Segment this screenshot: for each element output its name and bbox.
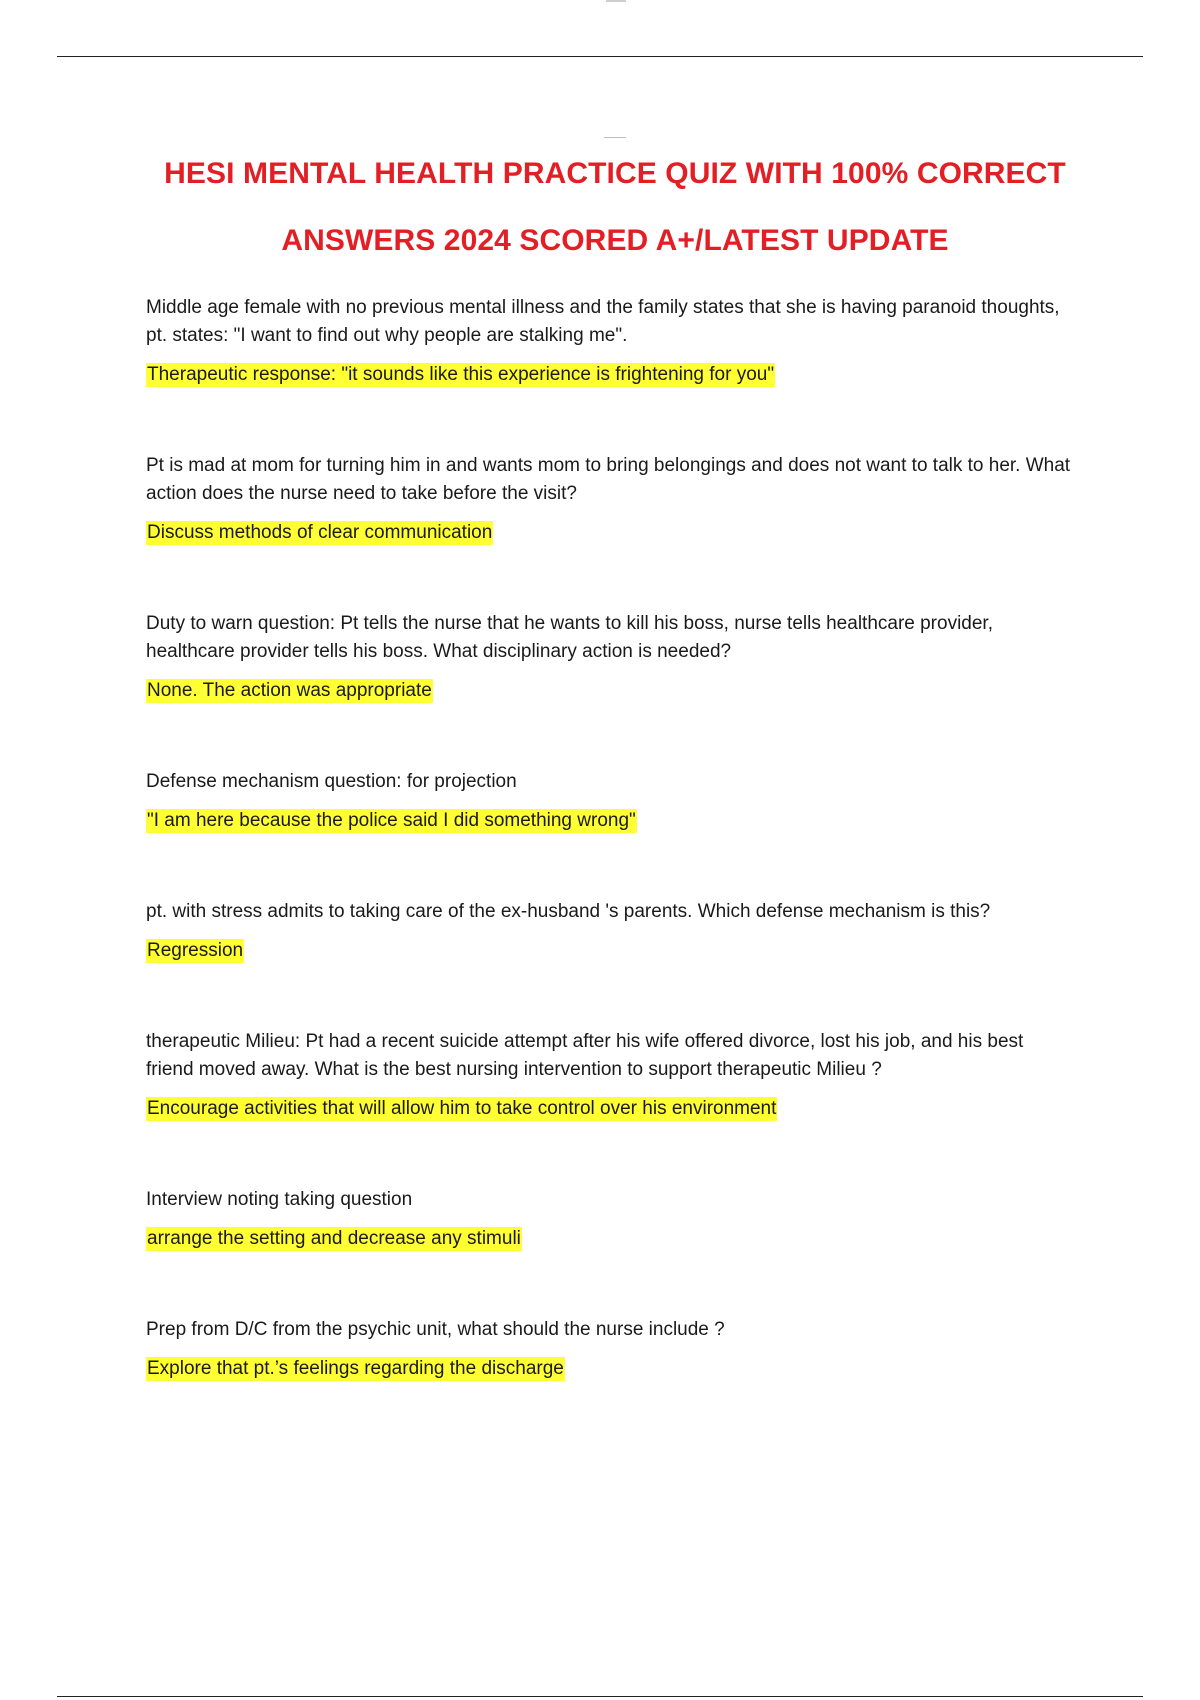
answer-highlight: None. The action was appropriate	[147, 680, 432, 701]
answer-highlight: Encourage activities that will allow him to take control over his environment	[147, 1098, 777, 1119]
header-rule	[57, 56, 1143, 57]
question-text: Prep from D/C from the psychic unit, what should the nurse include ?	[146, 1319, 725, 1340]
qa-item-2	[146, 452, 1076, 546]
answer-text	[146, 938, 1076, 964]
answer-highlight: "I am here because the police said I did something wrong"	[147, 810, 636, 831]
answer-text	[146, 808, 1076, 834]
answer-highlight: Regression	[147, 940, 244, 961]
answer-text	[146, 520, 1076, 546]
qa-item-7	[146, 1186, 1076, 1252]
footer-rule	[57, 1696, 1143, 1697]
question-text: Defense mechanism question: for projection	[146, 771, 517, 792]
answer-text	[146, 1356, 1076, 1382]
qa-list	[146, 294, 1076, 1382]
question-text: Pt is mad at mom for turning him in and wants mom to bring belongings and does not want to talk to her. What action does the nurse need to take before the visit?	[146, 455, 1071, 504]
answer-highlight: Explore that pt.’s feelings regarding the discharge	[147, 1358, 564, 1379]
question-text: pt. with stress admits to taking care of the ex-husband 's parents. Which defense mechanism is this?	[146, 901, 991, 922]
question-text: Middle age female with no previous mental illness and the family states that she is having paranoid thoughts, pt. states: "I want to find out why people are stalking me".	[146, 297, 1060, 346]
answer-highlight: Therapeutic response: "it sounds like this experience is frightening for you"	[147, 364, 775, 385]
title-line-1: HESI MENTAL HEALTH PRACTICE QUIZ WITH 100% CORRECT	[164, 157, 1066, 190]
title-mark	[604, 137, 626, 138]
answer-text	[146, 1096, 1076, 1122]
qa-item-1	[146, 294, 1076, 388]
page-top-mark	[606, 0, 626, 2]
question-text: Duty to warn question: Pt tells the nurse that he wants to kill his boss, nurse tells healthcare provider, healthcare provider tells his boss. What disciplinary action is needed?	[146, 613, 993, 662]
answer-highlight: arrange the setting and decrease any stimuli	[147, 1228, 521, 1249]
answer-text	[146, 678, 1076, 704]
document-title	[80, 140, 1150, 274]
answer-highlight: Discuss methods of clear communication	[147, 522, 493, 543]
answer-text	[146, 362, 1076, 388]
question-text: therapeutic Milieu: Pt had a recent suicide attempt after his wife offered divorce, lost his job, and his best friend moved away. What is the best nursing intervention to support therapeutic Milieu ?	[146, 1031, 1024, 1080]
qa-item-6	[146, 1028, 1076, 1122]
qa-item-5	[146, 898, 1076, 964]
qa-item-4	[146, 768, 1076, 834]
qa-item-3	[146, 610, 1076, 704]
qa-item-8	[146, 1316, 1076, 1382]
title-line-2: ANSWERS 2024 SCORED A+/LATEST UPDATE	[281, 224, 949, 257]
question-text: Interview noting taking question	[146, 1189, 413, 1210]
answer-text	[146, 1226, 1076, 1252]
